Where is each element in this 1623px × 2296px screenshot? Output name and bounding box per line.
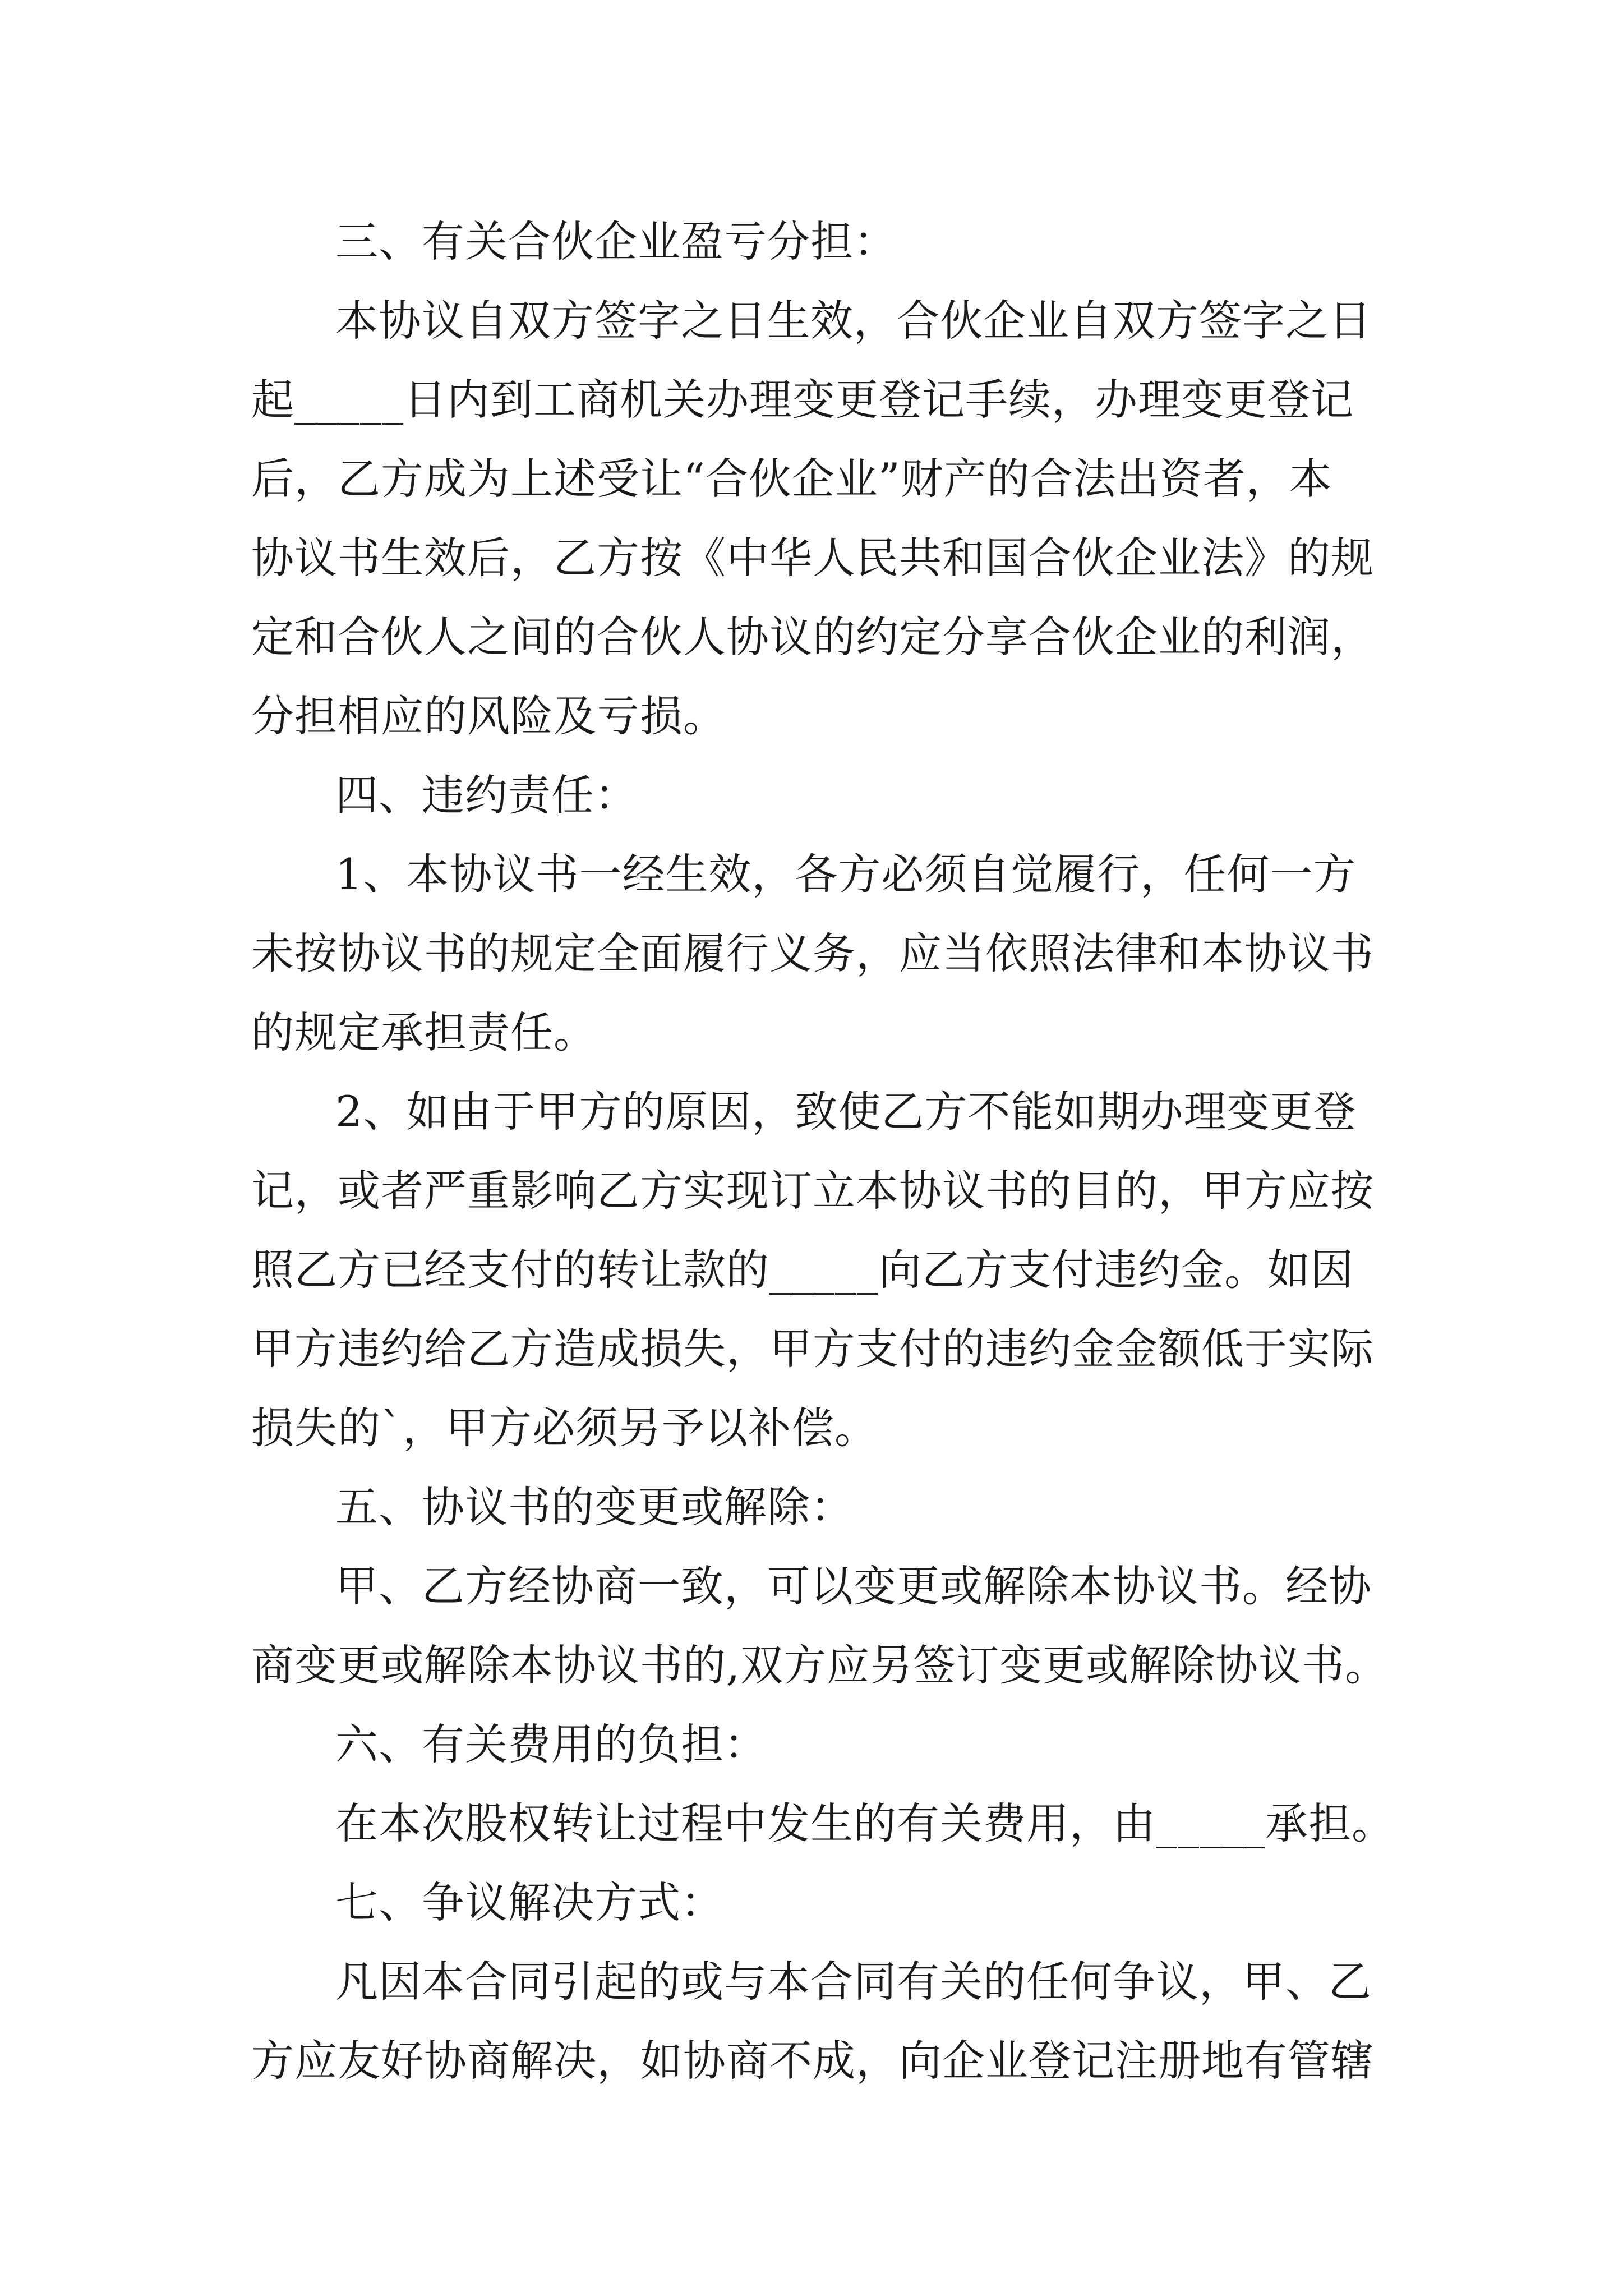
paragraph-change-body bbox=[251, 1547, 1390, 1705]
text-line: 本协议自双方签字之日生效，合伙企业自双方签字之日 bbox=[335, 296, 1372, 346]
paragraph-fees-body bbox=[251, 1784, 1395, 1863]
text-line: 2、如由于甲方的原因，致使乙方不能如期办理变更登 bbox=[335, 1087, 1357, 1137]
document-body bbox=[251, 202, 1395, 2100]
paragraph-dispute-body bbox=[251, 1942, 1390, 2100]
text-line: 三、有关合伙企业盈亏分担： bbox=[335, 217, 897, 266]
text-line: 四、违约责任： bbox=[335, 770, 638, 820]
text-line: 未按协议书的规定全面履行义务，应当依照法律和本协议书 bbox=[251, 928, 1374, 978]
text-line: 照乙方已经支付的转让款的_____向乙方支付违约金。如因 bbox=[251, 1245, 1354, 1295]
text-line: 起_____日内到工商机关办理变更登记手续，办理变更登记 bbox=[251, 375, 1354, 425]
text-line: 甲方违约给乙方造成损失，甲方支付的违约金金额低于实际 bbox=[251, 1324, 1374, 1374]
text-line: 后，乙方成为上述受让“合伙企业”财产的合法出资者，本 bbox=[251, 454, 1332, 504]
text-line: 凡因本合同引起的或与本合同有关的任何争议，甲、乙 bbox=[335, 1957, 1372, 2007]
text-line: 商变更或解除本协议书的,双方应另签订变更或解除协议书。 bbox=[251, 1640, 1389, 1690]
text-line: 方应友好协商解决，如协商不成，向企业登记注册地有管辖 bbox=[251, 2036, 1374, 2086]
text-line: 损失的`，甲方必须另予以补偿。 bbox=[251, 1403, 878, 1453]
text-line: 在本次股权转让过程中发生的有关费用，由_____承担。 bbox=[335, 1798, 1395, 1848]
paragraph-heading-fees bbox=[251, 1705, 1390, 1784]
paragraph-heading-change bbox=[251, 1467, 1390, 1547]
text-line: 协议书生效后，乙方按《中华人民共和国合伙企业法》的规 bbox=[251, 533, 1374, 583]
paragraph-breach-clause-2 bbox=[251, 1072, 1390, 1467]
paragraph-heading-profit-loss bbox=[251, 202, 1390, 281]
text-line: 记，或者严重影响乙方实现订立本协议书的目的，甲方应按 bbox=[251, 1166, 1374, 1216]
text-line: 分担相应的风险及亏损。 bbox=[251, 691, 726, 741]
paragraph-breach-clause-1 bbox=[251, 835, 1390, 1072]
text-line: 五、协议书的变更或解除： bbox=[335, 1482, 854, 1532]
paragraph-heading-dispute bbox=[251, 1863, 1390, 1942]
text-line: 六、有关费用的负担： bbox=[335, 1719, 767, 1769]
text-line: 七、争议解决方式： bbox=[335, 1878, 724, 1927]
text-line: 甲、乙方经协商一致，可以变更或解除本协议书。经协 bbox=[335, 1561, 1372, 1611]
text-line: 的规定承担责任。 bbox=[251, 1007, 597, 1057]
paragraph-heading-breach bbox=[251, 756, 1390, 835]
text-line: 1、本协议书一经生效，各方必须自觉履行，任何一方 bbox=[335, 849, 1357, 899]
text-line: 定和合伙人之间的合伙人协议的约定分享合伙企业的利润， bbox=[251, 612, 1374, 662]
paragraph-profit-loss-body bbox=[251, 281, 1390, 756]
